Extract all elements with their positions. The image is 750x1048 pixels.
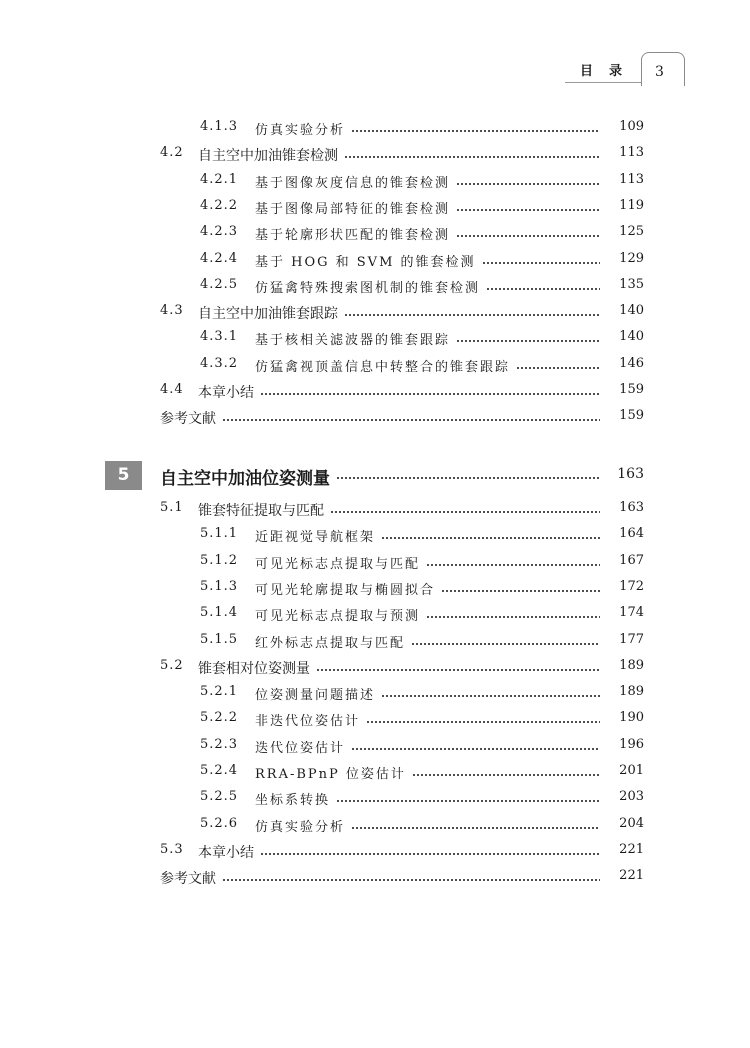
dot-leader — [456, 224, 600, 240]
toc-entry-page: 203 — [619, 789, 644, 805]
toc-entry[interactable] — [0, 526, 750, 552]
toc-entry-number: 4.3.2 — [200, 355, 239, 371]
chapter-number-badge: 5 — [105, 461, 142, 490]
toc-entry-page: 159 — [619, 382, 644, 397]
dot-leader — [336, 789, 600, 805]
toc-entry-page: 135 — [619, 276, 644, 292]
toc-entry-page: 140 — [619, 329, 644, 345]
toc-entry-page: 189 — [619, 684, 644, 700]
dot-leader — [516, 356, 600, 372]
toc-entry-number: 5.1.3 — [200, 578, 239, 594]
toc-entry-page: 113 — [619, 145, 644, 161]
toc-entry-number: 4.2.4 — [200, 250, 239, 266]
toc-entry-title: 坐标系转换 — [255, 793, 331, 809]
toc-entry-page: 221 — [619, 841, 644, 857]
toc-entry-number: 5.1.5 — [200, 631, 239, 647]
toc-entry-page: 201 — [619, 763, 644, 778]
toc-entry-page: 109 — [619, 119, 644, 134]
toc-entry-page: 196 — [619, 736, 644, 752]
dot-leader — [366, 710, 600, 726]
toc-entry-page: 119 — [619, 197, 644, 213]
dot-leader — [351, 816, 600, 832]
toc-entry-title: 基于核相关滤波器的锥套跟踪 — [255, 333, 451, 349]
toc-entry[interactable] — [0, 224, 750, 250]
toc-entry[interactable] — [0, 816, 750, 842]
toc-entry-number: 4.1.3 — [200, 119, 239, 134]
toc-entry[interactable] — [0, 277, 750, 303]
toc-entry-title: 仿猛禽视顶盖信息中转整合的锥套跟踪 — [255, 359, 511, 375]
toc-entry-title: 基于 HOG 和 SVM 的锥套检测 — [255, 254, 476, 270]
dot-leader — [411, 632, 600, 648]
toc-entry[interactable] — [0, 710, 750, 736]
dot-leader — [330, 500, 600, 516]
dot-leader — [412, 763, 600, 779]
dot-leader — [344, 303, 600, 319]
toc-entry[interactable] — [0, 579, 750, 605]
toc-entry-title: 自主空中加油锥套检测 — [198, 148, 338, 165]
toc-entry-title: 位姿测量问题描述 — [255, 688, 376, 704]
dot-leader — [426, 605, 600, 621]
toc-entry-page: 140 — [619, 303, 644, 319]
toc-entry-number: 4.2.5 — [200, 276, 239, 292]
toc-entry[interactable] — [0, 553, 750, 579]
toc-entry[interactable] — [0, 763, 750, 789]
toc-entry-page: 177 — [619, 631, 644, 647]
header-title-char-2: 录 — [609, 64, 625, 79]
dot-leader — [456, 172, 600, 188]
toc-entry-number: 5.2.6 — [200, 815, 239, 831]
toc-entry[interactable] — [0, 408, 750, 434]
toc-entry[interactable] — [0, 789, 750, 815]
toc-entry-number: 5.2.1 — [200, 684, 239, 700]
toc-entry-number: 4.3 — [160, 303, 184, 319]
dot-leader — [316, 658, 600, 674]
toc-entry[interactable] — [0, 868, 750, 894]
toc-entry-title: 非迭代位姿估计 — [255, 714, 361, 730]
page-number: 3 — [655, 64, 664, 80]
toc-entry-title: 基于图像灰度信息的锥套检测 — [255, 175, 451, 191]
toc-entry-number: 5.1.2 — [200, 552, 239, 568]
dot-leader — [260, 842, 600, 858]
toc-entry-title: 仿真实验分析 — [255, 819, 346, 835]
toc-entry[interactable] — [0, 382, 750, 408]
toc-entry[interactable] — [0, 198, 750, 224]
toc-entry-number: 4.2.1 — [200, 171, 239, 187]
toc-entry-title: 基于轮廓形状匹配的锥套检测 — [255, 228, 451, 244]
dot-leader — [222, 408, 600, 424]
dot-leader — [351, 737, 600, 753]
toc-entry[interactable] — [0, 605, 750, 631]
toc-entry-page: 204 — [619, 815, 644, 831]
dot-leader — [426, 553, 600, 569]
toc-entry-page: 125 — [619, 224, 644, 240]
toc-entry-number: 5.2.2 — [200, 710, 239, 726]
dot-leader — [344, 145, 600, 161]
toc-entry-number: 4.2 — [160, 145, 184, 161]
toc-entry[interactable] — [0, 356, 750, 382]
dot-leader — [482, 251, 600, 267]
toc-entry-title: 可见光标志点提取与匹配 — [255, 556, 421, 572]
dot-leader — [260, 382, 600, 398]
chapter-page: 163 — [617, 466, 644, 482]
toc-entry-page: 172 — [619, 578, 644, 594]
toc-entry-number: 5.1.1 — [200, 526, 239, 542]
dot-leader — [456, 329, 600, 345]
toc-entry-number: 4.2.3 — [200, 224, 239, 240]
toc-entry-title: 近距视觉导航框架 — [255, 530, 376, 546]
toc-entry-page: 190 — [619, 710, 644, 726]
toc-entry-page: 113 — [619, 171, 644, 187]
toc-entry-title: 红外标志点提取与匹配 — [255, 635, 406, 651]
toc-entry-number: 5.1.4 — [200, 605, 239, 621]
toc-entry-page: 167 — [619, 552, 644, 568]
toc-entry[interactable] — [0, 172, 750, 198]
toc-entry-title: 参考文献 — [160, 871, 216, 888]
toc-entry[interactable] — [0, 842, 750, 868]
toc-entry-number: 4.2.2 — [200, 197, 239, 213]
toc-entry[interactable] — [0, 632, 750, 658]
toc-entry-page: 189 — [619, 657, 644, 673]
chapter-heading-row[interactable] — [0, 464, 750, 490]
dot-leader — [486, 277, 600, 293]
toc-entry-page: 146 — [619, 355, 644, 371]
toc-entry-title: 本章小结 — [198, 844, 254, 861]
toc-entry-title: 锥套相对位姿测量 — [198, 660, 310, 677]
toc-entry-page: 221 — [619, 868, 644, 884]
toc-entry[interactable] — [0, 737, 750, 763]
toc-entry-number: 5.1 — [160, 500, 184, 515]
toc-entry-title: 迭代位姿估计 — [255, 740, 346, 756]
toc-entry-title: 自主空中加油锥套跟踪 — [198, 306, 338, 323]
dot-leader — [351, 119, 600, 135]
toc-entry[interactable] — [0, 145, 750, 171]
toc-entry-page: 174 — [619, 605, 644, 621]
dot-leader — [381, 526, 600, 542]
header-title-char-1: 目 — [580, 64, 596, 79]
toc-entry-page: 159 — [619, 408, 644, 424]
toc-entry[interactable] — [0, 658, 750, 684]
toc-entry[interactable] — [0, 500, 750, 526]
chapter-title: 自主空中加油位姿测量 — [160, 469, 330, 489]
toc-entry-page: 164 — [619, 526, 644, 542]
dot-leader — [441, 579, 600, 595]
toc-entry-title: 仿真实验分析 — [255, 123, 346, 138]
toc-entry-title: 参考文献 — [160, 411, 216, 428]
toc-entry[interactable] — [0, 119, 750, 145]
toc-entry-page: 129 — [619, 250, 644, 266]
toc-entry-number: 5.2.4 — [200, 763, 239, 778]
dot-leader — [456, 198, 600, 214]
dot-leader — [222, 868, 600, 884]
toc-entry-number: 5.2.5 — [200, 789, 239, 805]
dot-leader — [336, 466, 600, 482]
toc-entry[interactable] — [0, 329, 750, 355]
toc-entry[interactable] — [0, 251, 750, 277]
toc-entry[interactable] — [0, 303, 750, 329]
toc-entry[interactable] — [0, 684, 750, 710]
toc-entry-title: 仿猛禽特殊搜索图机制的锥套检测 — [255, 280, 481, 296]
toc-entry-page: 163 — [619, 500, 644, 515]
toc-entry-number: 5.2 — [160, 657, 184, 673]
running-header-title — [580, 60, 624, 79]
toc-entry-title: 可见光轮廓提取与椭圆拟合 — [255, 582, 436, 598]
toc-entry-title: 基于图像局部特征的锥套检测 — [255, 201, 451, 217]
dot-leader — [381, 684, 600, 700]
toc-entry-number: 4.3.1 — [200, 329, 239, 345]
toc-entry-number: 5.2.3 — [200, 736, 239, 752]
toc-entry-number: 5.3 — [160, 841, 184, 857]
toc-entry-title: 锥套特征提取与匹配 — [198, 503, 324, 519]
toc-entry-number: 4.4 — [160, 382, 184, 397]
toc-entry-title: RRA-BPnP 位姿估计 — [255, 767, 406, 782]
toc-entry-title: 本章小结 — [198, 385, 254, 401]
toc-entry-title: 可见光标志点提取与预测 — [255, 609, 421, 625]
